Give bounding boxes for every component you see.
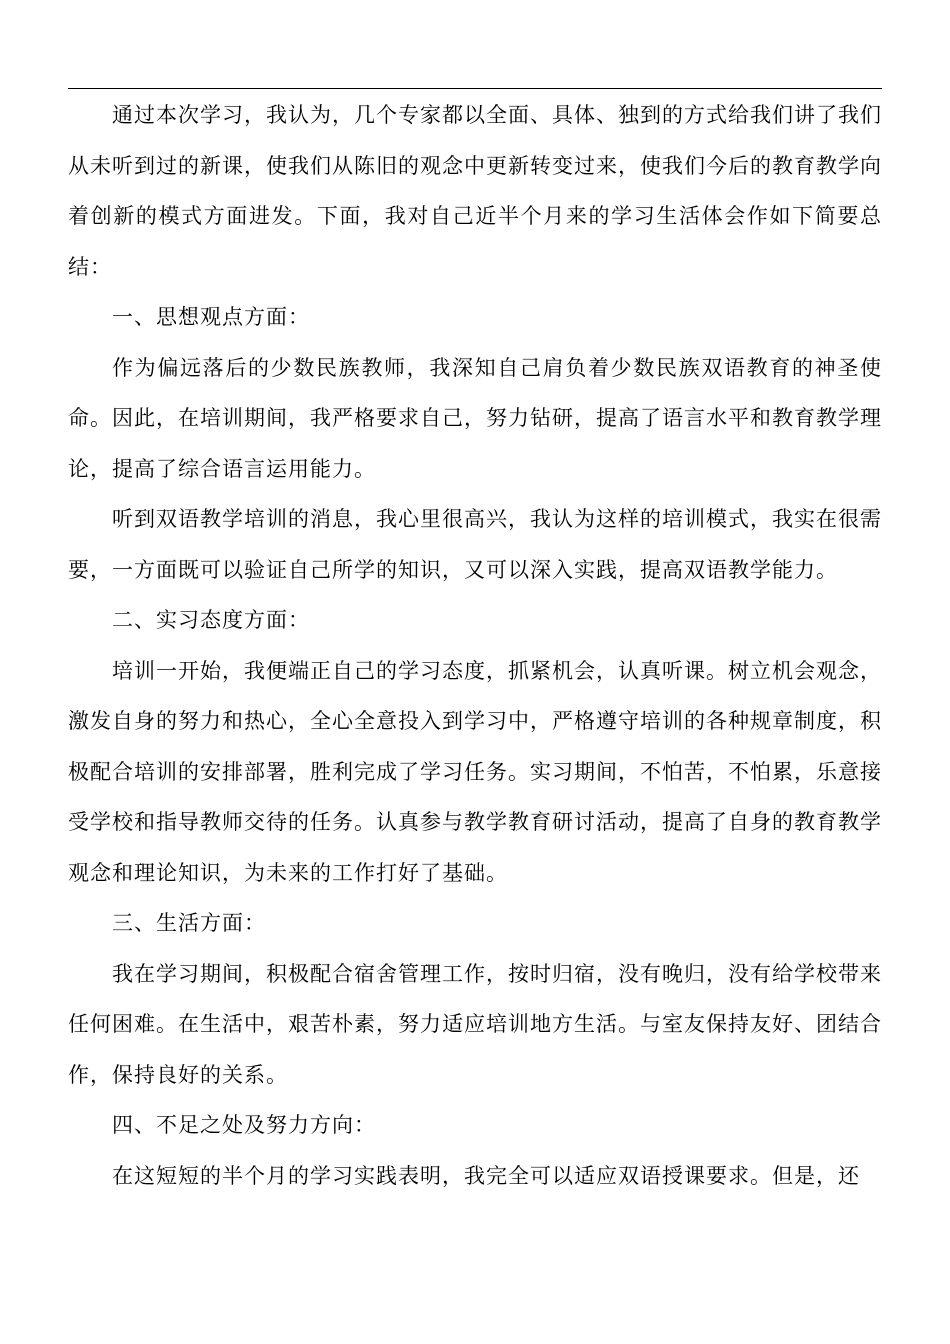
paragraph-shortcomings: 在这短短的半个月的学习实践表明，我完全可以适应双语授课要求。但是，还 — [112, 1163, 860, 1188]
header-rule — [68, 88, 882, 89]
section-heading-life: 三、生活方面： — [112, 911, 266, 935]
section-heading-shortcomings: 四、不足之处及努力方向： — [112, 1113, 376, 1137]
paragraph-life: 我在学习期间，积极配合宿舍管理工作，按时归宿，没有晚归，没有给学校带来任何困难。在生活中，艰苦朴素，努力适应培训地方生活。与室友保持友好、团结合作，保持良好的关系。 — [68, 961, 882, 1087]
paragraph-thought-1: 作为偏远落后的少数民族教师，我深知自己肩负着少数民族双语教育的神圣使命。因此，在培训期间，我严格要求自己，努力钻研，提高了语言水平和教育教学理论，提高了综合语言运用能力。 — [68, 355, 882, 481]
document-body — [68, 90, 882, 1201]
paragraph-intro: 通过本次学习，我认为，几个专家都以全面、具体、独到的方式给我们讲了我们从未听到过的新课，使我们从陈旧的观念中更新转变过来，使我们今后的教育教学向着创新的模式方面进发。下面，我对自己近半个月来的学习生活体会作如下简要总结： — [68, 103, 882, 279]
paragraph-attitude: 培训一开始，我便端正自己的学习态度，抓紧机会，认真听课。树立机会观念，激发自身的努力和热心，全心全意投入到学习中，严格遵守培训的各种规章制度，积极配合培训的安排部署，胜利完成了学习任务。实习期间，不怕苦，不怕累，乐意接受学校和指导教师交待的任务。认真参与教学教育研讨活动，提高了自身的教育教学观念和理论知识，为未来的工作打好了基础。 — [68, 658, 882, 885]
section-heading-thought: 一、思想观点方面： — [112, 305, 310, 329]
paragraph-thought-2: 听到双语教学培训的消息，我心里很高兴，我认为这样的培训模式，我实在很需要，一方面既可以验证自己所学的知识，又可以深入实践，提高双语教学能力。 — [68, 507, 882, 582]
section-heading-attitude: 二、实习态度方面： — [112, 608, 310, 632]
